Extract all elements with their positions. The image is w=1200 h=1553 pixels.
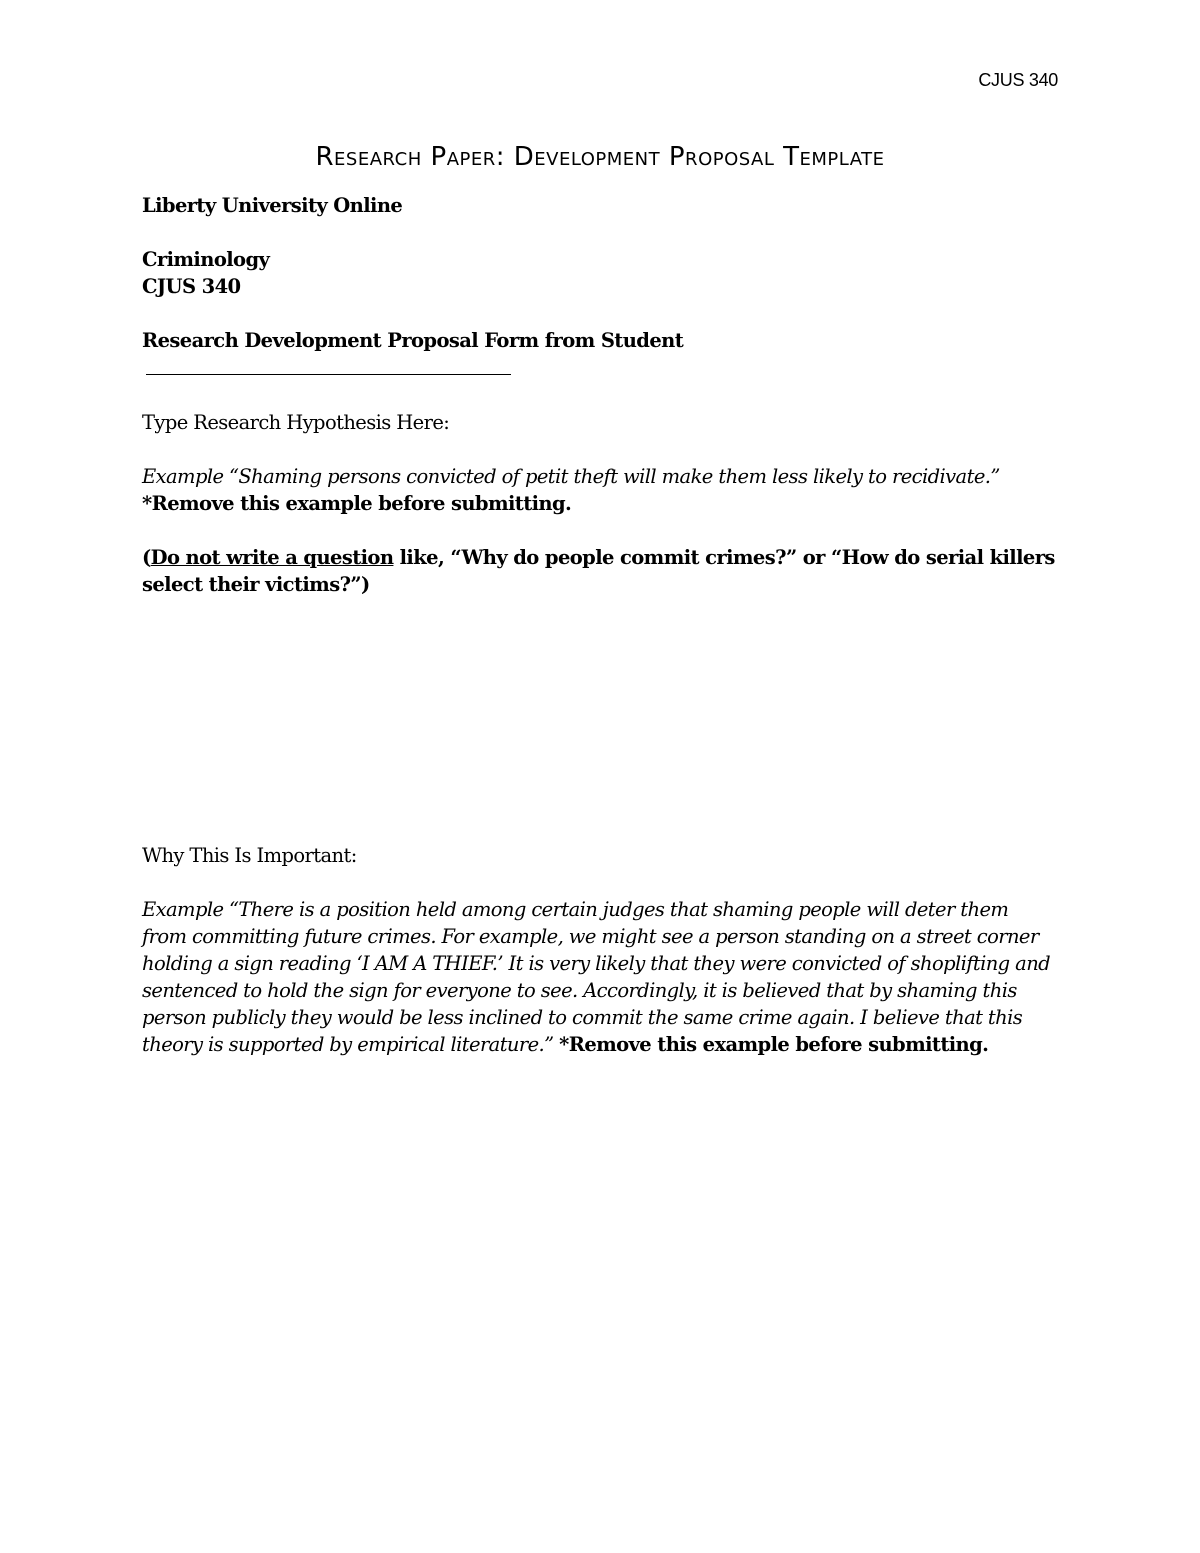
course-code: CJUS 340 [142, 275, 241, 298]
page-header-course-code: CJUS 340 [978, 70, 1058, 90]
warning-underlined-text: Do not write a question [150, 546, 394, 569]
hypothesis-example: Example “Shaming persons convicted of petit theft will make them less likely to recidivate.” [142, 465, 1000, 488]
importance-heading: Why This Is Important: [142, 844, 357, 867]
student-form-row [142, 327, 1057, 382]
student-form-label: Research Development Proposal Form from Student [142, 329, 684, 352]
hypothesis-remove-note: *Remove this example before submitting. [142, 492, 572, 515]
institution-name: Liberty University Online [142, 194, 403, 217]
importance-example: Example “There is a position held among certain judges that shaming people will deter them from committing future crimes. For example, we might see a person standing on a street corner holding a sign reading ‘I AM A THIEF.’ It is very likely that they were convicted of shoplifting and sentenced to hold the sign for everyone to see. Accordingly, it is believed that by shaming this person publicly they would be less inclined to commit the same crime again. I believe that this theory is supported by empirical literature.” [142, 898, 1051, 1056]
course-name: Criminology [142, 248, 270, 271]
document-title: Research Paper: Development Proposal Template [315, 142, 885, 172]
importance-remove-note: *Remove this example before submitting. [559, 1033, 989, 1056]
importance-section [142, 842, 1057, 1058]
student-name-blank[interactable] [146, 354, 511, 375]
warning-open-paren: ( [142, 546, 151, 569]
hypothesis-warning [142, 544, 1057, 598]
warning-rest-text: like, “Why do people commit crimes?” or “How do serial killers select their victims?”) [142, 546, 1055, 596]
hypothesis-heading: Type Research Hypothesis Here: [142, 411, 450, 434]
document-body [142, 192, 1057, 598]
importance-paragraph [142, 896, 1057, 1058]
